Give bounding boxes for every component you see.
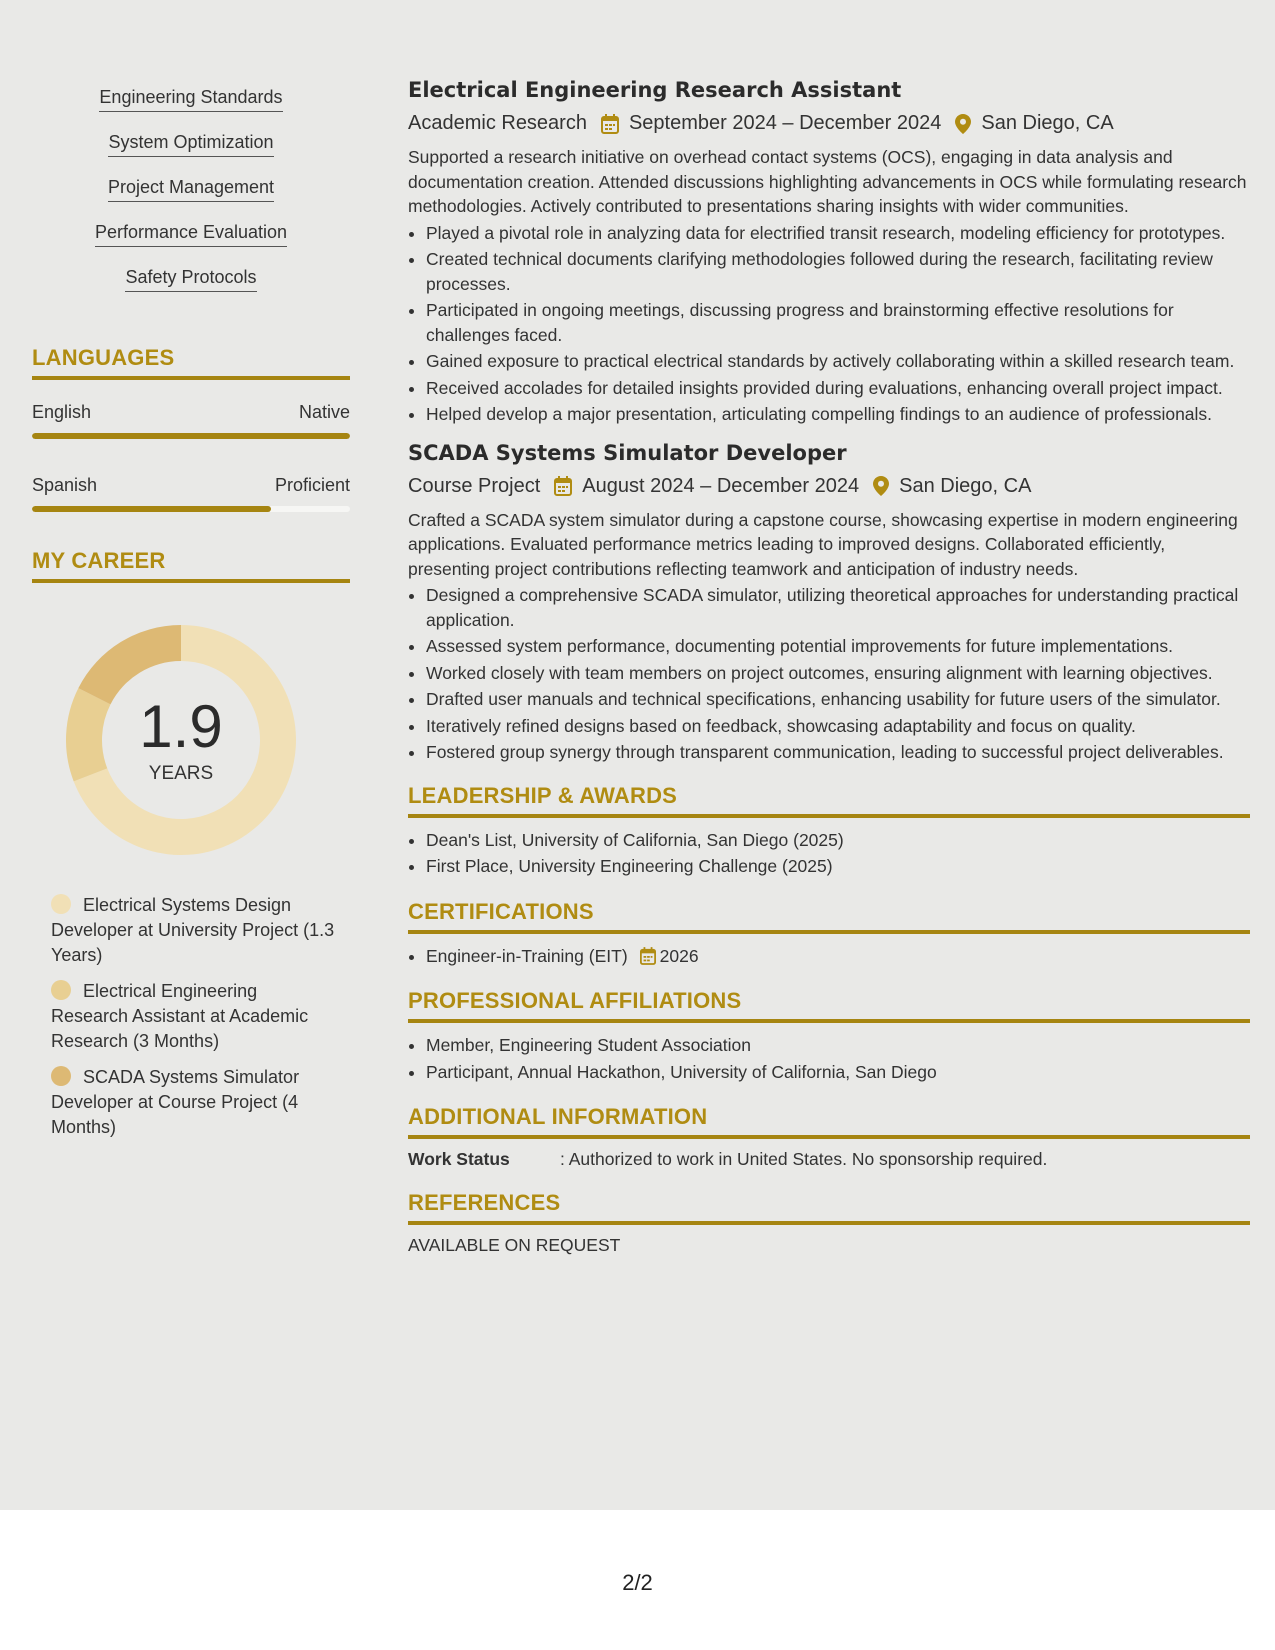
job-location: San Diego, CA bbox=[981, 112, 1114, 134]
languages-section bbox=[32, 345, 350, 512]
job-meta bbox=[408, 475, 1250, 498]
certifications-list bbox=[408, 944, 1250, 969]
info-value: : Authorized to work in United States. No sponsorship required. bbox=[560, 1149, 1048, 1169]
job-summary: Supported a research initiative on overhead contact systems (OCS), engaging in data analysis and documentation creation. Attended discussions highlighting advancements in OCS while formulating research methodologies. Actively contributed to presentations sharing insights with wider communities. bbox=[408, 147, 1247, 216]
section-title: CERTIFICATIONS bbox=[408, 899, 1250, 934]
skill-item: Engineering Standards bbox=[99, 87, 282, 112]
list-item: • Fostered group synergy through transparent communication, leading to successful project deliverables. bbox=[426, 740, 1250, 765]
list-item: • Member, Engineering Student Association bbox=[426, 1033, 1250, 1058]
language-level: Proficient bbox=[274, 475, 350, 495]
language-bar bbox=[32, 433, 350, 439]
language-bar bbox=[32, 506, 350, 512]
affiliations-section bbox=[408, 988, 1250, 1084]
skills-list bbox=[32, 82, 350, 307]
career-legend bbox=[51, 893, 336, 1140]
list-item bbox=[426, 944, 1250, 969]
sidebar bbox=[32, 82, 350, 1151]
page-number: 2/2 bbox=[622, 1570, 653, 1595]
language-name: English bbox=[32, 402, 92, 422]
legend-label: Electrical Engineering Research Assistant at Academic Research (3 Months) bbox=[51, 981, 309, 1051]
legend-dot-icon bbox=[51, 980, 71, 1000]
skill-item: Performance Evaluation bbox=[95, 222, 287, 247]
section-title: LANGUAGES bbox=[32, 345, 350, 380]
list-item: • Worked closely with team members on project outcomes, ensuring alignment with learning objectives. bbox=[426, 661, 1250, 686]
section-title: ADDITIONAL INFORMATION bbox=[408, 1104, 1250, 1139]
leadership-list bbox=[408, 828, 1250, 879]
list-item: • Designed a comprehensive SCADA simulator, utilizing theoretical approaches for understanding practical application. bbox=[426, 583, 1250, 632]
leadership-section bbox=[408, 783, 1250, 879]
additional-info-section bbox=[408, 1104, 1250, 1170]
job-bullets bbox=[408, 583, 1250, 765]
job-location: San Diego, CA bbox=[899, 474, 1032, 497]
certifications-section bbox=[408, 899, 1250, 969]
career-unit: YEARS bbox=[148, 763, 214, 784]
list-item: • Dean's List, University of California, San Diego (2025) bbox=[426, 828, 1250, 853]
job-title: SCADA Systems Simulator Developer bbox=[408, 440, 847, 465]
certification-name: • Engineer-in-Training (EIT) bbox=[426, 945, 628, 966]
legend-item bbox=[51, 1065, 336, 1140]
certification-year: 2026 bbox=[659, 945, 699, 966]
legend-item bbox=[51, 979, 336, 1054]
section-title: MY CAREER bbox=[32, 548, 350, 583]
career-total: 1.9 bbox=[139, 693, 223, 760]
info-row bbox=[408, 1149, 1250, 1170]
calendar-icon bbox=[640, 947, 656, 965]
language-name: Spanish bbox=[32, 475, 98, 495]
language-row bbox=[32, 475, 350, 496]
job-org: Academic Research bbox=[408, 112, 587, 134]
calendar-icon bbox=[554, 476, 572, 496]
list-item: • Iteratively refined designs based on feedback, showcasing adaptability and focus on quality. bbox=[426, 714, 1250, 739]
job-entry bbox=[408, 441, 1250, 765]
list-item: • Played a pivotal role in analyzing data for electrified transit research, modeling efficiency for prototypes. bbox=[426, 221, 1250, 246]
job-entry bbox=[408, 78, 1250, 427]
skill-item: Safety Protocols bbox=[125, 267, 256, 292]
language-row bbox=[32, 402, 350, 423]
list-item: • Participant, Annual Hackathon, University of California, San Diego bbox=[426, 1060, 1250, 1085]
references-text: AVAILABLE ON REQUEST bbox=[408, 1235, 621, 1255]
language-level: Native bbox=[298, 402, 350, 422]
language-bar-fill bbox=[32, 433, 350, 439]
info-label: Work Status bbox=[408, 1149, 510, 1169]
location-pin-icon bbox=[873, 476, 889, 496]
list-item: • Received accolades for detailed insights provided during evaluations, enhancing overall project impact. bbox=[426, 376, 1250, 401]
list-item: • Created technical documents clarifying methodologies followed during the research, facilitating review processes. bbox=[426, 247, 1250, 296]
job-title: Electrical Engineering Research Assistant bbox=[408, 78, 902, 102]
references-section bbox=[408, 1190, 1250, 1256]
list-item: • Helped develop a major presentation, articulating compelling findings to an audience of professionals. bbox=[426, 402, 1250, 427]
language-bar-fill bbox=[32, 506, 271, 512]
legend-dot-icon bbox=[51, 894, 71, 914]
calendar-icon bbox=[601, 114, 619, 134]
legend-item bbox=[51, 893, 336, 968]
list-item: • Gained exposure to practical electrical standards by actively collaborating within a skilled research team. bbox=[426, 349, 1250, 374]
list-item: • Participated in ongoing meetings, discussing progress and brainstorming effective resolutions for challenges faced. bbox=[426, 298, 1250, 347]
job-dates: September 2024 – December 2024 bbox=[628, 112, 942, 134]
legend-label: SCADA Systems Simulator Developer at Course Project (4 Months) bbox=[51, 1067, 300, 1137]
skill-item: Project Management bbox=[108, 177, 274, 202]
section-title: PROFESSIONAL AFFILIATIONS bbox=[408, 988, 1250, 1023]
job-meta bbox=[408, 112, 1250, 135]
skill-item: System Optimization bbox=[108, 132, 273, 157]
legend-dot-icon bbox=[51, 1066, 71, 1086]
main-content bbox=[408, 78, 1250, 1256]
job-bullets bbox=[408, 221, 1250, 427]
section-title: REFERENCES bbox=[408, 1190, 1250, 1225]
job-org: Course Project bbox=[408, 474, 541, 497]
legend-label: Electrical Systems Design Developer at University Project (1.3 Years) bbox=[51, 895, 335, 965]
affiliations-list bbox=[408, 1033, 1250, 1084]
job-dates: August 2024 – December 2024 bbox=[582, 474, 860, 497]
location-pin-icon bbox=[955, 114, 971, 134]
career-donut-chart bbox=[66, 625, 296, 855]
section-title: LEADERSHIP & AWARDS bbox=[408, 783, 1250, 818]
career-section bbox=[32, 548, 350, 1140]
list-item: • First Place, University Engineering Challenge (2025) bbox=[426, 854, 1250, 879]
job-summary: Crafted a SCADA system simulator during a capstone course, showcasing expertise in modern engineering applications. Evaluated performance metrics leading to improved designs. Collaborated efficiently, presenting project contributions reflecting teamwork and anticipation of industry needs. bbox=[408, 509, 1238, 579]
list-item: • Assessed system performance, documenting potential improvements for future implementations. bbox=[426, 634, 1250, 659]
list-item: • Drafted user manuals and technical specifications, enhancing usability for future users of the simulator. bbox=[426, 687, 1250, 712]
